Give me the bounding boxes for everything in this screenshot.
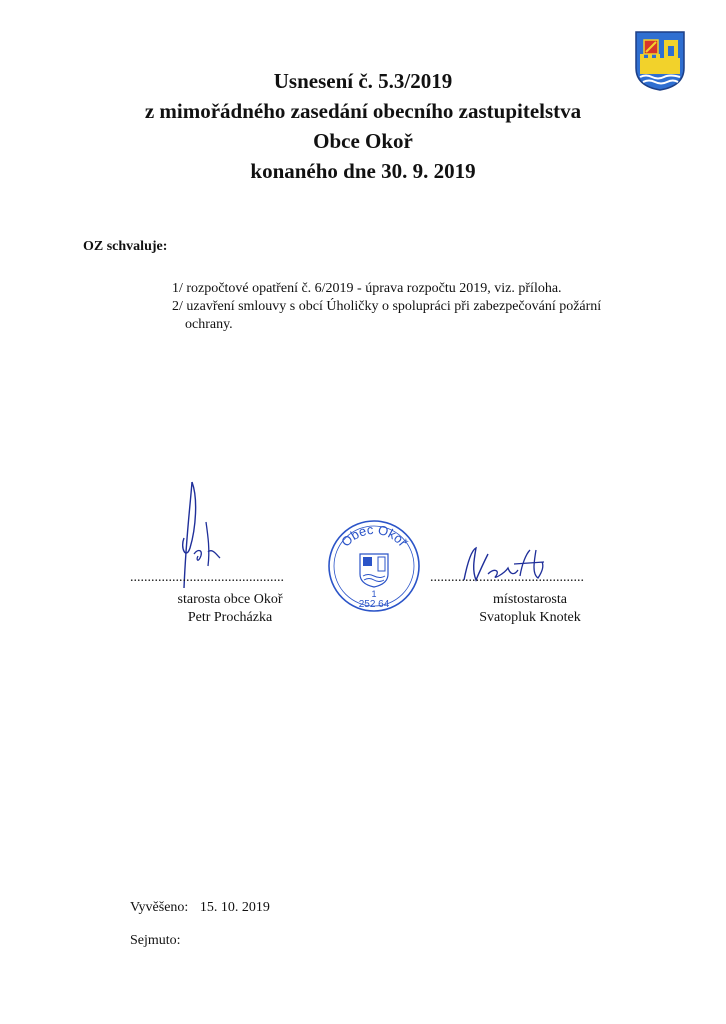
stamp-number: 1	[371, 589, 377, 599]
stamp-arc-text: Obec Okoř	[338, 521, 411, 550]
left-name: Petr Procházka	[187, 610, 273, 625]
right-name: Svatopluk Knotek	[479, 610, 581, 625]
signature-caption-left	[150, 591, 310, 627]
posted-row	[130, 899, 270, 917]
title-line-4: konaného dne 30. 9. 2019	[250, 159, 476, 183]
signature-caption-right	[450, 591, 610, 627]
resolution-item-2-cont: ochrany.	[185, 317, 233, 332]
signature-line-right: ............................................	[430, 570, 584, 585]
title-line-1: Usnesení č. 5.3/2019	[273, 69, 453, 93]
official-stamp	[326, 518, 422, 614]
stamp-crest-icon	[360, 554, 388, 587]
document-title	[0, 66, 726, 186]
left-role: starosta obce Okoř	[177, 592, 283, 607]
right-role: místostarosta	[493, 592, 567, 607]
posted-label: Vyvěšeno:	[130, 900, 189, 915]
posted-date: 15. 10. 2019	[199, 900, 270, 915]
resolution-heading: OZ schvaluje:	[83, 239, 168, 254]
title-line-2: z mimořádného zasedání obecního zastupitelstva	[144, 99, 582, 123]
removed-label: Sejmuto:	[130, 933, 181, 948]
resolution-item-2: 2/ uzavření smlouvy s obcí Úholičky o spolupráci při zabezpečování požární	[172, 299, 602, 314]
stamp-zip: 252 64	[358, 599, 390, 610]
resolution-item-1: 1/ rozpočtové opatření č. 6/2019 - úprava rozpočtu 2019, viz. příloha.	[172, 281, 562, 296]
title-line-3: Obce Okoř	[313, 129, 413, 153]
signature-line-left: ............................................	[130, 570, 284, 585]
